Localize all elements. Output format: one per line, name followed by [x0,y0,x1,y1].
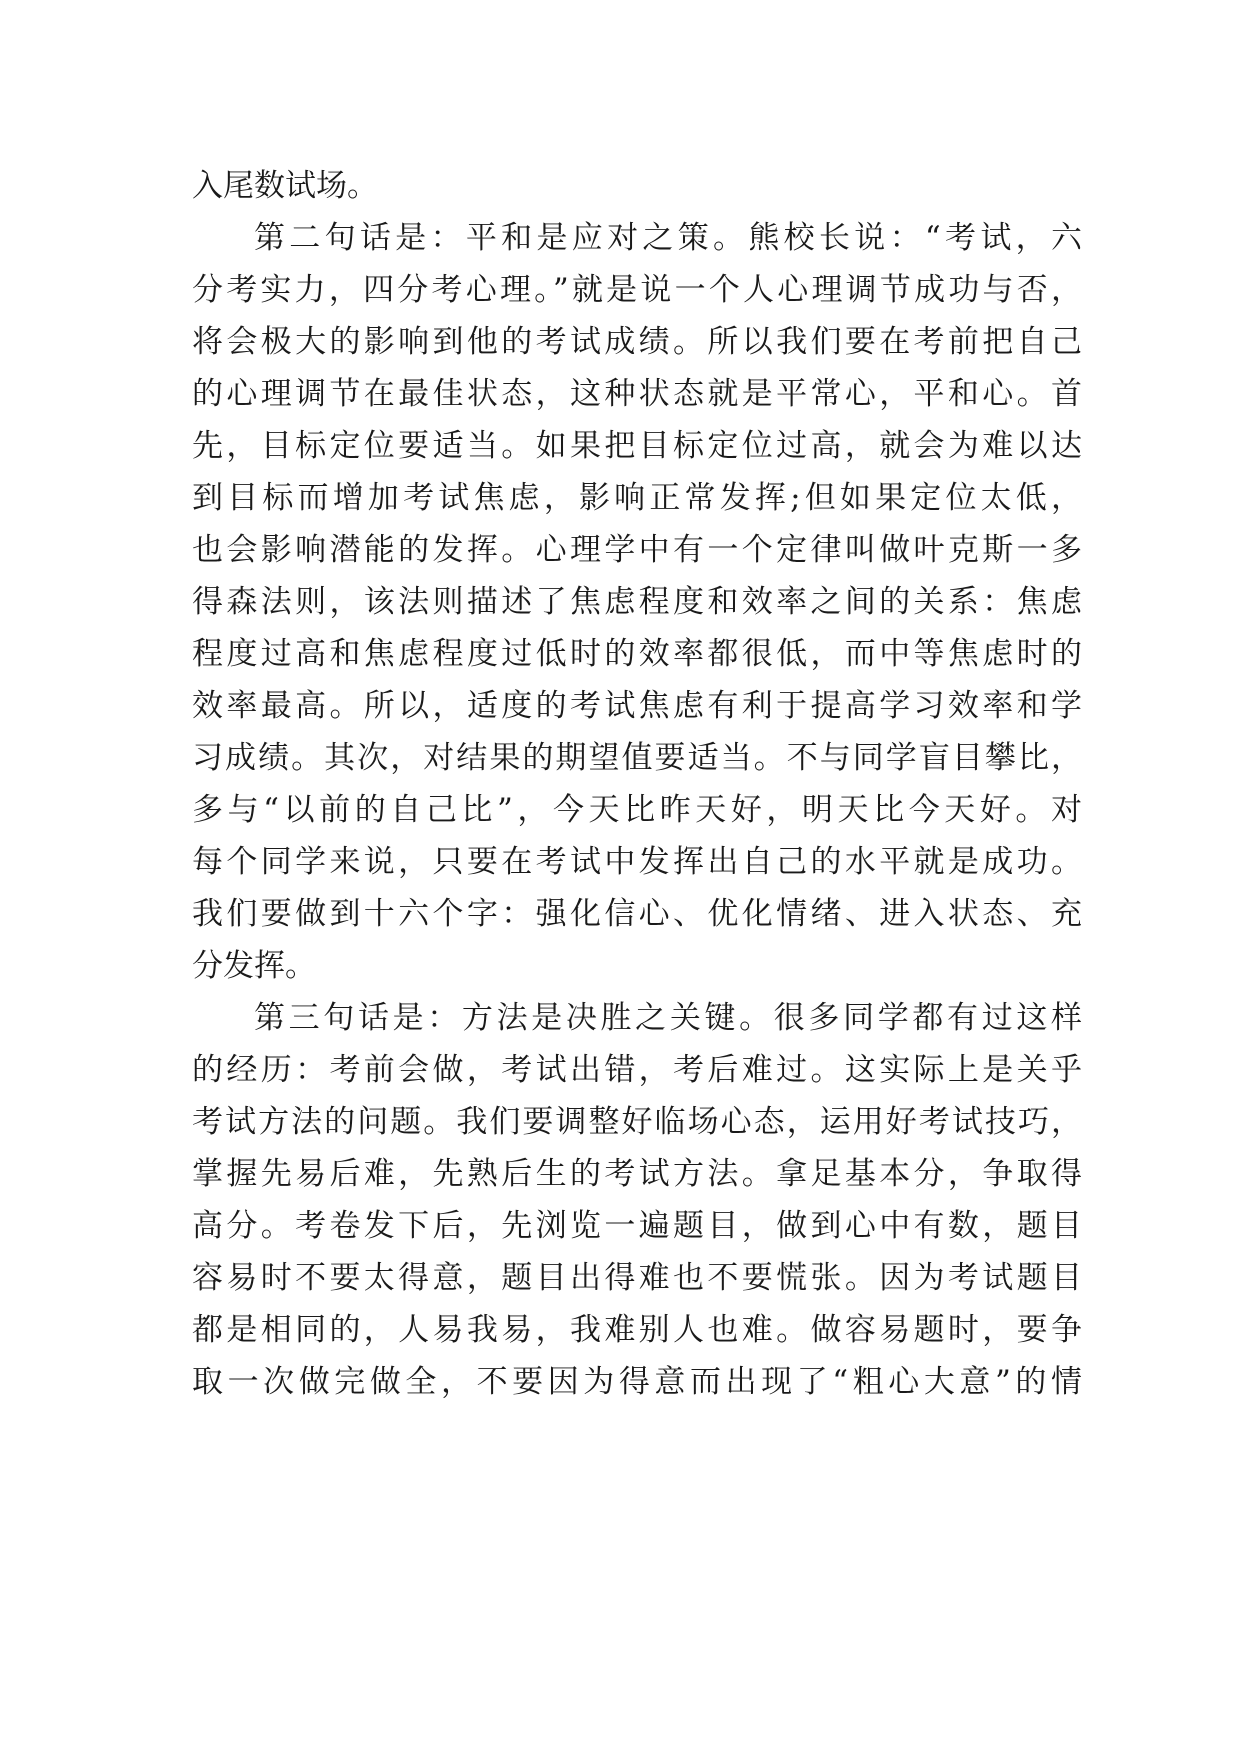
text-line: 习成绩。其次，对结果的期望值要适当。不与同学盲目攀比， [192,740,1082,776]
text-line: 分考实力，四分考心理。”就是说一个人心理调节成功与否， [192,272,1082,308]
text-line: 每个同学来说，只要在考试中发挥出自己的水平就是成功。 [192,844,1082,880]
text-line: 的经历：考前会做，考试出错，考后难过。这实际上是关乎 [192,1052,1082,1088]
text-line: 掌握先易后难，先熟后生的考试方法。拿足基本分，争取得 [192,1156,1082,1192]
text-line: 效率最高。所以，适度的考试焦虑有利于提高学习效率和学 [192,688,1082,724]
text-line: 取一次做完做全，不要因为得意而出现了“粗心大意”的情 [192,1364,1082,1400]
paragraph-first-line: 第三句话是：方法是决胜之关键。很多同学都有过这样 [254,1000,1082,1036]
text-line: 分发挥。 [192,948,316,984]
text-line: 到目标而增加考试焦虑，影响正常发挥;但如果定位太低， [192,480,1082,516]
text-line: 的心理调节在最佳状态，这种状态就是平常心，平和心。首 [192,376,1082,412]
paragraph-first-line: 第二句话是：平和是应对之策。熊校长说：“考试，六 [254,220,1082,256]
text-line: 入尾数试场。 [192,168,378,204]
text-line: 得森法则，该法则描述了焦虑程度和效率之间的关系：焦虑 [192,584,1082,620]
text-line: 我们要做到十六个字：强化信心、优化情绪、进入状态、充 [192,896,1082,932]
text-line: 程度过高和焦虑程度过低时的效率都很低，而中等焦虑时的 [192,636,1082,672]
text-line: 高分。考卷发下后，先浏览一遍题目，做到心中有数，题目 [192,1208,1082,1244]
text-line: 将会极大的影响到他的考试成绩。所以我们要在考前把自己 [192,324,1082,360]
text-line: 也会影响潜能的发挥。心理学中有一个定律叫做叶克斯一多 [192,532,1082,568]
document-body [192,160,1082,1408]
text-line: 多与“以前的自己比”，今天比昨天好，明天比今天好。对 [192,792,1082,828]
text-line: 容易时不要太得意，题目出得难也不要慌张。因为考试题目 [192,1260,1082,1296]
text-line: 考试方法的问题。我们要调整好临场心态，运用好考试技巧， [192,1104,1082,1140]
text-line: 都是相同的，人易我易，我难别人也难。做容易题时，要争 [192,1312,1082,1348]
text-line: 先，目标定位要适当。如果把目标定位过高，就会为难以达 [192,428,1082,464]
